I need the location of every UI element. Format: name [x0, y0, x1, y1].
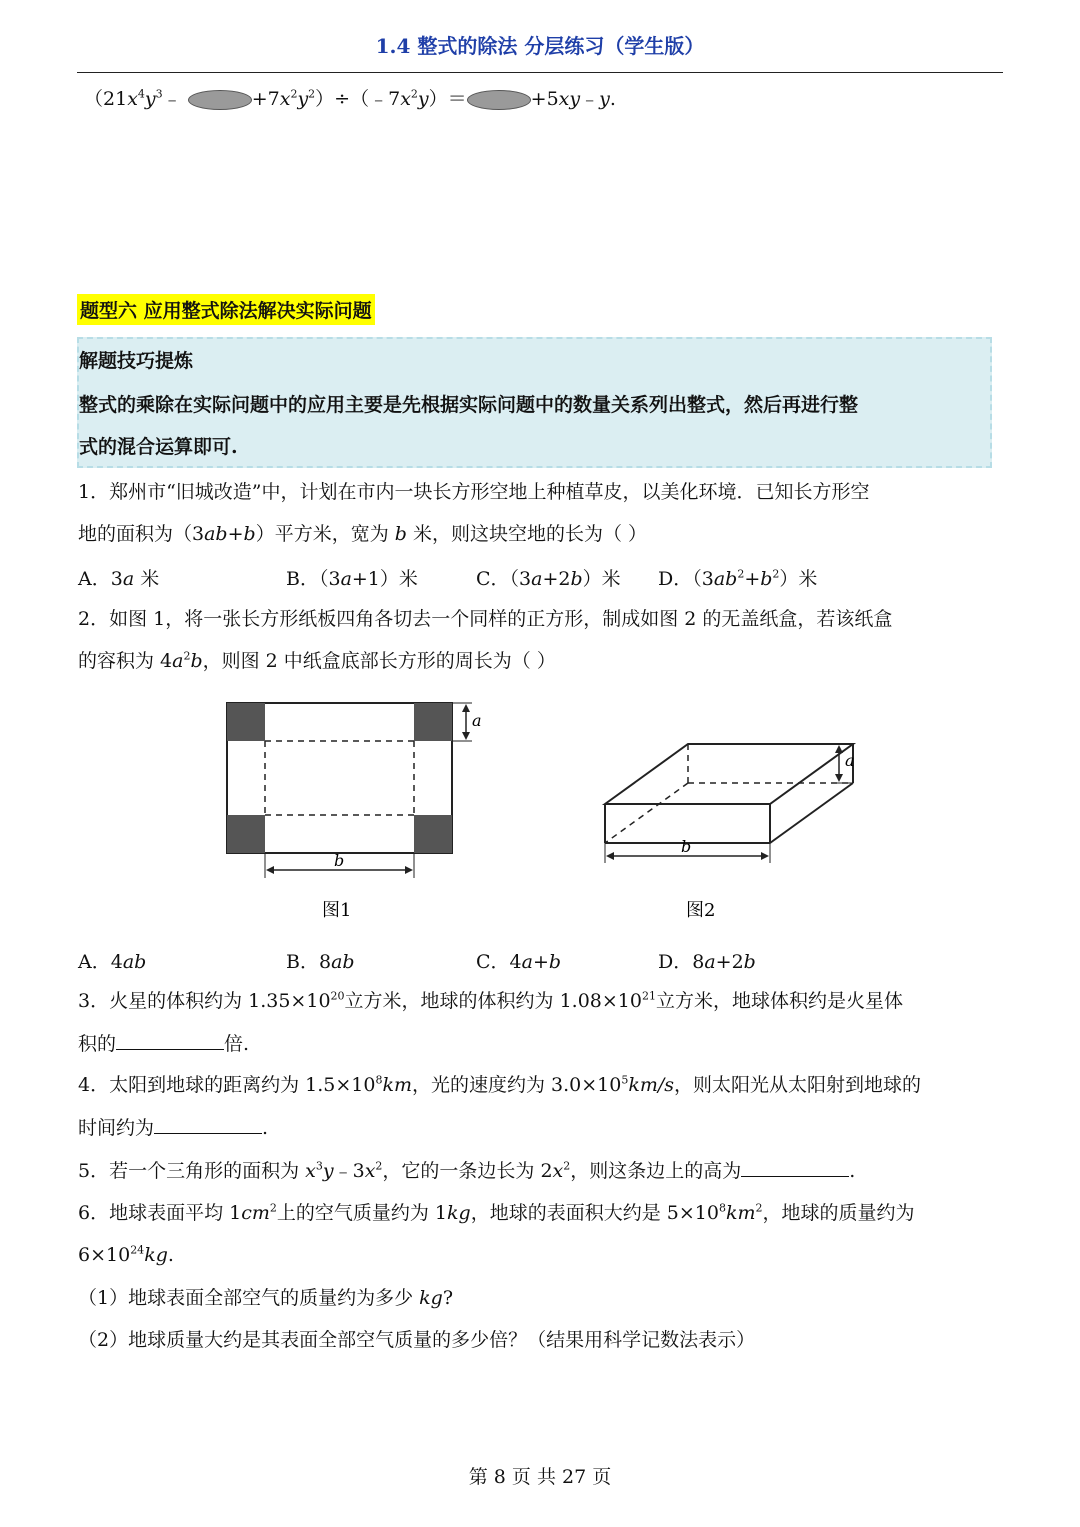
covered-term-blob [188, 90, 252, 110]
label-a: a [845, 751, 855, 770]
tip-line-2: 式的混合运算即可. [79, 436, 238, 458]
section-tag: 题型六 应用整式除法解决实际问题 [77, 294, 375, 325]
covered-term-blob [467, 90, 531, 110]
q2-option-a: A．4ab [78, 951, 147, 973]
answer-blank[interactable] [154, 1115, 262, 1134]
label-a: a [472, 711, 482, 730]
figure-2-caption: 图2 [686, 900, 716, 921]
q2-stem-line-2: 的容积为 $4a^2b$，则图 2 中纸盒底部长方形的周长为（ ） [78, 649, 556, 672]
header-rule [77, 72, 1003, 73]
q3-stem-line-1: 3．火星的体积约为 $1.35\times 10^{20}$立方米，地球的体积约为 $1.08\times 10^{21}$立方米，地球体积约是火星体 [78, 989, 903, 1012]
answer-blank[interactable] [116, 1031, 224, 1050]
prev-problem-equation: （$21x^4y^3﹣$ $+7x^2y^2)\div(﹣7x^2y)=$ +5xy﹣y. [84, 87, 616, 110]
q4-stem-line-2: 时间约为 . [78, 1117, 269, 1139]
q2-option-b: B．8ab [286, 951, 355, 973]
cut-corner-square [414, 703, 452, 741]
q2-option-d: D．8a+2b [658, 951, 756, 973]
figure-1-cardboard [227, 703, 482, 921]
tip-title: 解题技巧提炼 [79, 350, 194, 372]
q4-stem-line-1: 4．太阳到地球的距离约为 $1.5\times 10^8km$，光的速度约为 $3.0\times 10^5km/s$，则太阳光从太阳射到地球的 [78, 1073, 922, 1096]
q6-stem-line-2: $6\times 10^{24}kg$. [78, 1243, 174, 1266]
q1-option-a: A．3a 米 [78, 568, 160, 590]
cut-corner-square [227, 815, 265, 853]
page-header-title: 1.4 整式的除法 分层练习（学生版） [375, 34, 705, 58]
q6-stem-line-1: 6．地球表面平均 $1cm^2$上的空气质量约为 1kg，地球的表面积大约是 $5\times 10^8km^2$，地球的质量约为 [78, 1201, 915, 1224]
q3-stem-line-2: 积的 倍. [78, 1033, 250, 1055]
figure-1-caption: 图1 [322, 900, 352, 921]
q2-stem-line-1: 2．如图 1，将一张长方形纸板四角各切去一个同样的正方形，制成如图 2 的无盖纸盒，若该纸盒 [78, 608, 893, 630]
q1-option-b: B．（3a+1）米 [286, 568, 418, 590]
tip-line-1: 整式的乘除在实际问题中的应用主要是先根据实际问题中的数量关系列出整式，然后再进行整 [79, 394, 859, 416]
figure-2-svg [595, 735, 885, 930]
label-b: b [334, 851, 345, 870]
cut-corner-square [227, 703, 265, 741]
q1-option-c: C．（3a+2b）米 [476, 568, 621, 590]
q1-stem-line-2: 地的面积为（3ab+b）平方米，宽为 b 米，则这块空地的长为（ ） [78, 523, 648, 545]
answer-blank[interactable] [741, 1158, 849, 1177]
q6-subquestion-1: （1）地球表面全部空气的质量约为多少 kg? [78, 1287, 454, 1309]
q6-subquestion-2: （2）地球质量大约是其表面全部空气质量的多少倍？（结果用科学记数法表示） [78, 1329, 756, 1351]
q5-stem: 5．若一个三角形的面积为 $x^3y﹣3x^2$，它的一条边长为 $2x^2$，则这条边上的高为 . [78, 1159, 856, 1182]
label-b: b [681, 837, 692, 856]
q1-option-d: D．$(3ab^2+b^2)$米 [658, 567, 818, 590]
q1-stem-line-1: 1．郑州市“旧城改造”中，计划在市内一块长方形空地上种植草皮，以美化环境．已知长方形空 [78, 481, 870, 503]
cut-corner-square [414, 815, 452, 853]
q2-option-c: C．4a+b [476, 951, 562, 973]
page-number-footer: 第 8 页 共 27 页 [468, 1466, 612, 1488]
